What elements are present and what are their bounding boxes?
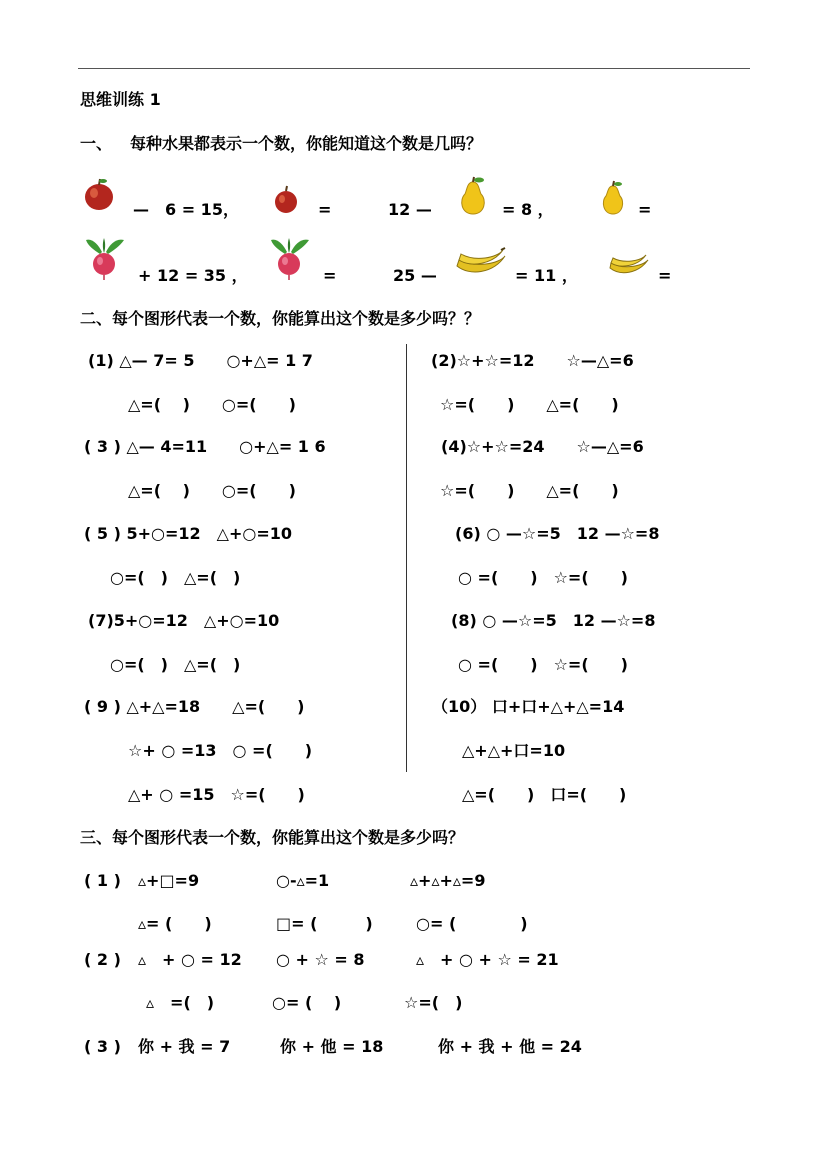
row1-text-2: =: [318, 200, 332, 219]
page-title: 思维训练 1: [80, 90, 161, 109]
problem-10-line-3: △=( ) 口=( ): [462, 785, 627, 804]
section1-heading: 每种水果都表示一个数，你能知道这个数是几吗？: [130, 134, 483, 153]
answer-7: ○=( ) △=( ): [110, 655, 241, 674]
row1-text-3: 12 —: [388, 200, 432, 219]
row1-text-4: = 8 ，: [502, 200, 554, 219]
problem-5: ( 5 ) 5+○=12 △+○=10: [84, 524, 292, 543]
s3-ans-2b: ○= ( ): [272, 993, 342, 1012]
problem-10-line-2: △+△+口=10: [462, 741, 566, 760]
s3-problem-1-label: ( 1 ): [84, 871, 121, 890]
problem-4: (4)☆+☆=24 ☆—△=6: [441, 437, 644, 456]
s3-eq-1a: ▵+□=9: [138, 871, 200, 890]
answer-5: ○=( ) △=( ): [110, 568, 241, 587]
problem-6: (6) ○ —☆=5 12 —☆=8: [455, 524, 660, 543]
s3-eq-2b: ○ + ☆ = 8: [276, 950, 365, 969]
answer-8: ○ =( ) ☆=( ): [458, 655, 628, 674]
answer-6: ○ =( ) ☆=( ): [458, 568, 628, 587]
s3-ans-2c: ☆=( ): [404, 993, 463, 1012]
apple-icon: [83, 176, 115, 212]
s3-eq-3b: 你 + 他 = 18: [280, 1037, 384, 1056]
banana-icon: [455, 246, 507, 278]
column-divider: [406, 344, 407, 772]
answer-4: ☆=( ) △=( ): [440, 481, 619, 500]
problem-9-line-3: △+ ○ =15 ☆=( ): [128, 785, 305, 804]
s3-eq-2a: ▵ + ○ = 12: [138, 950, 242, 969]
answer-2: ☆=( ) △=( ): [440, 395, 619, 414]
row2-text-2: =: [323, 266, 337, 285]
s3-eq-3a: 你 + 我 = 7: [138, 1037, 231, 1056]
problem-10: （10） 口+口+△+△=14: [432, 697, 625, 716]
apple-icon: [273, 184, 299, 214]
top-rule: [78, 68, 750, 69]
s3-problem-2-label: ( 2 ): [84, 950, 121, 969]
s3-eq-1b: ○-▵=1: [276, 871, 330, 890]
row1-text-5: =: [638, 200, 652, 219]
s3-eq-1c: ▵+▵+▵=9: [410, 871, 486, 890]
problem-9-line-2: ☆+ ○ =13 ○ =( ): [128, 741, 313, 760]
s3-problem-3-label: ( 3 ): [84, 1037, 121, 1056]
s3-ans-1b: □= ( ): [276, 914, 373, 933]
s3-ans-2a: ▵ =( ): [146, 993, 215, 1012]
problem-9: ( 9 ) △+△=18 △=( ): [84, 697, 305, 716]
answer-1: △=( ) ○=( ): [128, 395, 296, 414]
radish-icon: [80, 236, 128, 280]
problem-1: (1) △— 7= 5 ○+△= 1 7: [88, 351, 313, 370]
section3-heading: 三、每个图形代表一个数，你能算出这个数是多少吗？: [80, 828, 465, 847]
s3-ans-1c: ○= ( ): [416, 914, 528, 933]
banana-icon: [608, 252, 650, 278]
radish-icon: [265, 236, 313, 280]
problem-3: ( 3 ) △— 4=11 ○+△= 1 6: [84, 437, 326, 456]
row2-text-5: =: [658, 266, 672, 285]
row2-text-3: 25 —: [393, 266, 437, 285]
s3-eq-2c: ▵ + ○ + ☆ = 21: [416, 950, 559, 969]
section2-heading: 二、每个图形代表一个数，你能算出这个数是多少吗？？: [80, 309, 481, 328]
pear-icon: [598, 180, 628, 216]
row2-text-4: = 11 ，: [515, 266, 578, 285]
problem-7: (7)5+○=12 △+○=10: [88, 611, 280, 630]
pear-icon: [455, 176, 491, 216]
row2-text-1: + 12 = 35 ，: [138, 266, 248, 285]
s3-eq-3c: 你 + 我 + 他 = 24: [438, 1037, 582, 1056]
row1-text-1: — 6 = 15，: [133, 200, 239, 219]
section1-number: 一、: [80, 134, 113, 153]
problem-8: (8) ○ —☆=5 12 —☆=8: [451, 611, 656, 630]
problem-2: (2)☆+☆=12 ☆—△=6: [431, 351, 634, 370]
s3-ans-1a: ▵= ( ): [138, 914, 212, 933]
answer-3: △=( ) ○=( ): [128, 481, 296, 500]
